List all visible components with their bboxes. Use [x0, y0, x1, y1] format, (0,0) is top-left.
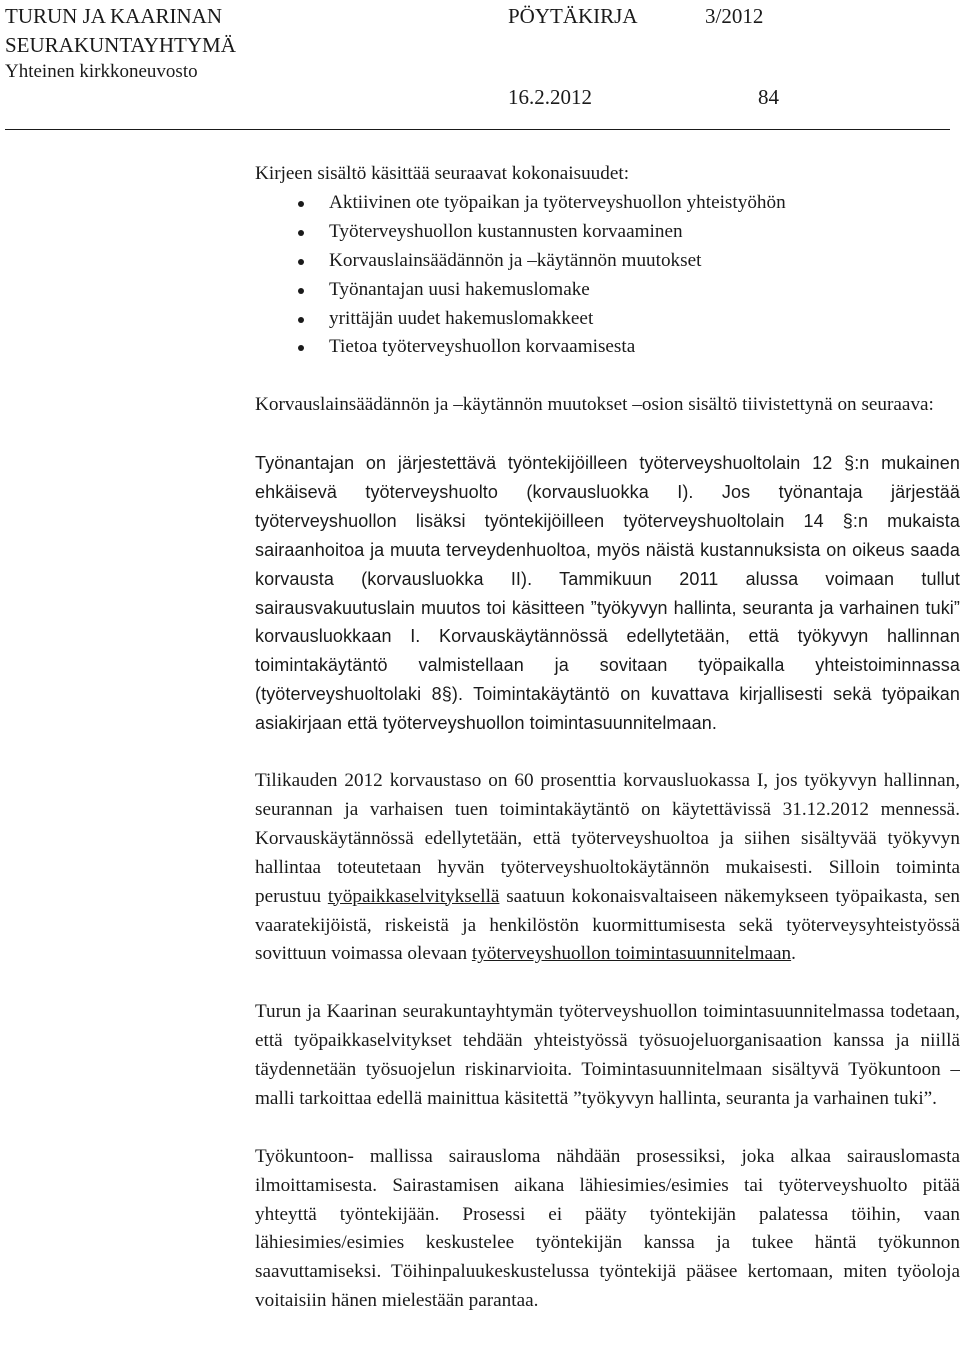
list-item: Työnantajan uusi hakemuslomake	[255, 276, 960, 305]
paragraph-summary-intro: Korvauslainsäädännön ja –käytännön muutokset –osion sisältö tiivistettynä on seuraava:	[255, 394, 934, 416]
text-segment: .	[791, 943, 796, 965]
meeting-date: 16.2.2012	[508, 85, 592, 109]
paragraph-employer-obligations: Työnantajan on järjestettävä työntekijöilleen työterveyshuoltolain 12 §:n mukainen ehkäisevä työterveyshuolto (korvausluokka I). Jos työnantaja järjestää työterveyshuollon lisäksi työntekijöilleen työterveyshuoltolain 14 §:n mukaista sairaanhoitoa ja muuta terveydenhuoltoa, myös näistä kustannuksista on oikeus saada korvausta (korvausluokka II). Tammikuun 2011 alussa voimaan tullut sairausvakuutuslain muutos toi käsitteen ”työkyvyn hallinta, seuranta ja varhainen tuki” korvausluokkaan I. Korvauskäytännössä edellytetään, että työkyvyn hallinnan toimintakäytäntö valmistellaan ja sovitaan työpaikalla yhteistoiminnassa (työterveyshuoltolaki 8§). Toimintakäytäntö on kuvattava kirjallisesti sekä työpaikan asiakirjaan että työterveyshuollon toimintasuunnitelmaan.	[255, 453, 960, 734]
intro-text: Kirjeen sisältö käsittää seuraavat kokonaisuudet:	[255, 163, 630, 184]
action-plan-link[interactable]: työterveyshuollon toimintasuunnitelmaan	[471, 943, 792, 965]
workplace-survey-link[interactable]: työpaikkaselvityksellä	[327, 885, 500, 907]
document-body	[255, 160, 960, 1316]
page-number: 84	[758, 85, 779, 109]
header-divider	[5, 129, 950, 130]
list-item: Työterveyshuollon kustannusten korvaaminen	[255, 218, 960, 247]
text-segment: Tilikauden 2012 korvaustaso on 60 prosenttia korvausluokassa I, jos työkyvyn hallinnan, seurannan ja varhaisen tuen toimintakäytäntö on käytettävissä 31.12.2012 mennessä. Korvauskäytännössä edellytetään, että työterveyshuoltoa ja siihen sisältyvää työkyvyn hallintaa toteutetaan hyvän työterveyshuoltokäytännön mukaisesti. Silloin toiminta perustuu	[255, 769, 960, 907]
text-segment: saatuun kokonaisvaltaiseen näkemykseen työpaikasta, sen vaaratekijöistä, riskeistä ja henkilöstön kuormittumisesta sekä työterveysyhteistyössä sovittuun voimassa olevaan	[255, 885, 960, 965]
document-type: PÖYTÄKIRJA	[508, 4, 638, 28]
document-number: 3/2012	[705, 4, 764, 28]
organization-name-line2: SEURAKUNTAYHTYMÄ	[5, 33, 236, 57]
paragraph-work-ability-model: Työkuntoon- mallissa sairausloma nähdään prosessiksi, joka alkaa sairauslomasta ilmoittamisesta. Sairastamisen aikana lähiesimies/esimies tai työterveyshuolto pitää yhteyttä työntekijään. Prosessi ei pääty työntekijän palatessa töihin, vaan lähiesimies/esimies keskustelee työntekijän kanssa ja tukee häntä työkunnon saavuttamiseksi. Töihinpaluukeskustelussa työntekijä pääsee kertomaan, miten työoloja voitaisiin hänen mielestään parantaa.	[255, 1145, 960, 1312]
list-item: Tietoa työterveyshuollon korvaamisesta	[255, 333, 960, 362]
body-name: Yhteinen kirkkoneuvosto	[5, 61, 198, 82]
paragraph-compensation-level	[255, 767, 960, 969]
paragraph-action-plan: Turun ja Kaarinan seurakuntayhtymän työterveyshuollon toimintasuunnitelmassa todetaan, että työpaikkaselvitykset tehdään yhteistyössä työsuojeluorganisaation kanssa ja niillä täydennetään työsuojelun riskinarvioita. Toimintasuunnitelmaan sisältyvä Työkuntoon –malli tarkoittaa edellä mainittua käsitettä ”työkyvyn hallinta, seuranta ja varhainen tuki”.	[255, 1001, 960, 1109]
list-item: yrittäjän uudet hakemuslomakkeet	[255, 305, 960, 334]
organization-name: TURUN JA KAARINAN	[5, 4, 223, 28]
topic-list	[255, 189, 960, 362]
list-item: Aktiivinen ote työpaikan ja työterveyshuollon yhteistyöhön	[255, 189, 960, 218]
list-item: Korvauslainsäädännön ja –käytännön muutokset	[255, 247, 960, 276]
